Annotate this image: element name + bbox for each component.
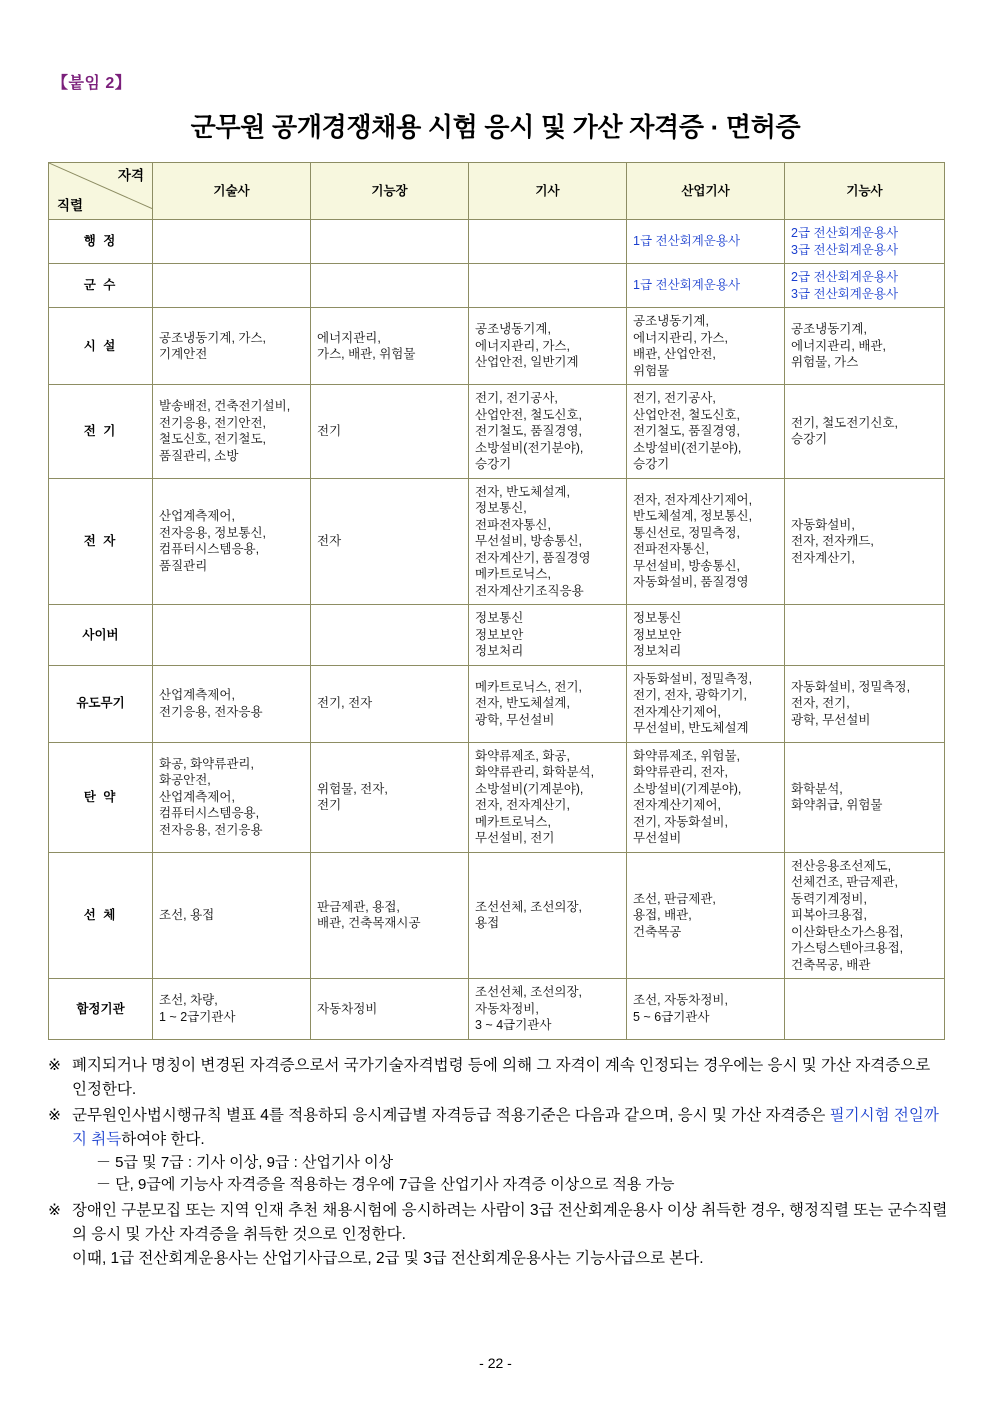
table-cell [785, 605, 945, 666]
table-cell [153, 605, 311, 666]
page-title: 군무원 공개경쟁채용 시험 응시 및 가산 자격증 · 면허증 [190, 112, 801, 142]
table-cell: 조선선체, 조선의장, 용접 [469, 852, 627, 979]
table-cell: 전기, 철도전기신호, 승강기 [785, 385, 945, 479]
table-cell: 자동화설비, 정밀측정, 전기, 전자, 광학기기, 전자계산기제어, 무선설비, 반도체설계 [627, 665, 785, 742]
column-header-3: 산업기사 [627, 163, 785, 220]
table-cell: 화약류제조, 화공, 화약류관리, 화학분석, 소방설비(기계분야), 전자, 전자계산기, 메카트로닉스, 무선설비, 전기 [469, 742, 627, 852]
table-cell: 정보통신 정보보안 정보처리 [469, 605, 627, 666]
table-cell: 조선, 판금제관, 용접, 배관, 건축목공 [627, 852, 785, 979]
row-header: 탄 약 [49, 742, 153, 852]
note-text-extra: 이때, 1급 전산회계운용사는 산업기사급으로, 2급 및 3급 전산회계운용사는 기능사급으로 본다. [72, 1249, 704, 1267]
table-cell: 전기, 전기공사, 산업안전, 철도신호, 전기철도, 품질경영, 소방설비(전기분야), 승강기 [627, 385, 785, 479]
table-cell: 공조냉동기계, 가스, 기계안전 [153, 308, 311, 385]
table-cell: 조선, 차량, 1 ~ 2급기관사 [153, 979, 311, 1040]
table-cell [153, 264, 311, 308]
note-highlight: 필기시험 전일까지 취득 [72, 1106, 939, 1148]
table-row [49, 264, 945, 308]
table-row [49, 385, 945, 479]
table-cell: 메카트로닉스, 전기, 전자, 반도체설계, 광학, 무선설비 [469, 665, 627, 742]
note-text-before: 군무원인사법시행규칙 별표 4를 적용하되 응시계급별 자격등급 적용기준은 다음과 같으며, 응시 및 가산 자격증은 [72, 1106, 830, 1124]
note-text: 폐지되거나 명칭이 변경된 자격증으로서 국가기술자격법령 등에 의해 그 자격이 계속 인정되는 경우에는 응시 및 가산 자격증으로 인정한다. [72, 1056, 931, 1098]
table-cell: 위험물, 전자, 전기 [311, 742, 469, 852]
table-cell: 조선, 자동차정비, 5 ~ 6급기관사 [627, 979, 785, 1040]
table-cell: 전자 [311, 478, 469, 605]
table-cell: 화공, 화약류관리, 화공안전, 산업계측제어, 컴퓨터시스템응용, 전자응용, 전기응용 [153, 742, 311, 852]
table-cell: 전기, 전기공사, 산업안전, 철도신호, 전기철도, 품질경영, 소방설비(전기분야), 승강기 [469, 385, 627, 479]
note-text-after: 하여야 한다. [121, 1130, 205, 1148]
attachment-label: 【붙임 2】 [52, 75, 132, 92]
table-row [49, 852, 945, 979]
table-cell: 에너지관리, 가스, 배관, 위험물 [311, 308, 469, 385]
row-header: 시 설 [49, 308, 153, 385]
column-header-0: 기술사 [153, 163, 311, 220]
table-body [49, 220, 945, 1040]
note-text [72, 1104, 948, 1197]
note-mark: ※ [48, 1201, 61, 1219]
note-item [48, 1104, 948, 1197]
column-header-1: 기능장 [311, 163, 469, 220]
note-sub-item: － 단, 9급에 기능사 자격증을 적용하는 경우에 7급을 산업기사 자격증 이상으로 적용 가능 [96, 1176, 675, 1194]
note-mark: ※ [48, 1106, 61, 1124]
table-cell: 화약류제조, 위험물, 화약류관리, 전자, 소방설비(기계분야), 전자계산기제어, 전기, 자동화설비, 무선설비 [627, 742, 785, 852]
table-cell: 판금제관, 용접, 배관, 건축목재시공 [311, 852, 469, 979]
table-cell: 전기, 전자 [311, 665, 469, 742]
table-cell: 1급 전산회계운용사 [627, 220, 785, 264]
table-cell: 전산응용조선제도, 선체건조, 판금제관, 동력기계정비, 피복아크용접, 이산화탄소가스용접, 가스텅스텐아크용접, 건축목공, 배관 [785, 852, 945, 979]
row-header: 유도무기 [49, 665, 153, 742]
table-cell: 전자, 반도체설계, 정보통신, 전파전자통신, 무선설비, 방송통신, 전자계산기, 품질경영 메카트로닉스, 전자계산기조직응용 [469, 478, 627, 605]
table-cell: 조선, 용접 [153, 852, 311, 979]
row-header: 선 체 [49, 852, 153, 979]
table-cell [785, 979, 945, 1040]
table-cell: 자동화설비, 정밀측정, 전자, 전기, 광학, 무선설비 [785, 665, 945, 742]
table-cell [469, 220, 627, 264]
table-row [49, 308, 945, 385]
table-header [49, 163, 945, 220]
column-header-2: 기사 [469, 163, 627, 220]
row-header: 사이버 [49, 605, 153, 666]
table-cell: 공조냉동기계, 에너지관리, 배관, 위험물, 가스 [785, 308, 945, 385]
table-cell: 화학분석, 화약취급, 위험물 [785, 742, 945, 852]
note-text [72, 1199, 948, 1271]
table-cell: 전기 [311, 385, 469, 479]
row-header: 전 자 [49, 478, 153, 605]
table-cell: 자동차정비 [311, 979, 469, 1040]
table-row [49, 220, 945, 264]
corner-label-qualification: 자격 [117, 168, 144, 183]
note-item [48, 1199, 948, 1271]
note-text-main: 장애인 구분모집 또는 지역 인재 추천 채용시험에 응시하려는 사람이 3급 전산회계운용사 이상 취득한 경우, 행정직렬 또는 군수직렬의 응시 및 가산 자격증을 취득한 것으로 인정한다. [72, 1201, 948, 1243]
table-row [49, 665, 945, 742]
table-cell: 산업계측제어, 전자응용, 정보통신, 컴퓨터시스템응용, 품질관리 [153, 478, 311, 605]
table-cell: 정보통신 정보보안 정보처리 [627, 605, 785, 666]
note-item [48, 1054, 948, 1102]
table-row [49, 742, 945, 852]
table-cell [311, 605, 469, 666]
table-cell: 2급 전산회계운용사 3급 전산회계운용사 [785, 264, 945, 308]
table-cell: 발송배전, 건축전기설비, 전기응용, 전기안전, 철도신호, 전기철도, 품질관리, 소방 [153, 385, 311, 479]
table-cell [311, 220, 469, 264]
table-cell: 자동화설비, 전자, 전자캐드, 전자계산기, [785, 478, 945, 605]
row-header: 전 기 [49, 385, 153, 479]
table-corner-header [49, 163, 153, 220]
table-cell [311, 264, 469, 308]
table-row [49, 605, 945, 666]
qualification-table [48, 162, 945, 1040]
table-cell: 1급 전산회계운용사 [627, 264, 785, 308]
row-header: 함정기관 [49, 979, 153, 1040]
table-cell: 전자, 전자계산기제어, 반도체설계, 정보통신, 통신선로, 정밀측정, 전파전자통신, 무선설비, 방송통신, 자동화설비, 품질경영 [627, 478, 785, 605]
table-row [49, 478, 945, 605]
table-cell: 2급 전산회계운용사 3급 전산회계운용사 [785, 220, 945, 264]
column-header-4: 기능사 [785, 163, 945, 220]
table-cell: 산업계측제어, 전기응용, 전자응용 [153, 665, 311, 742]
table-cell: 공조냉동기계, 에너지관리, 가스, 산업안전, 일반기계 [469, 308, 627, 385]
table-cell: 공조냉동기계, 에너지관리, 가스, 배관, 산업안전, 위험물 [627, 308, 785, 385]
table-cell [153, 220, 311, 264]
corner-label-series: 직렬 [57, 198, 84, 214]
table-row [49, 979, 945, 1040]
table-cell: 조선선체, 조선의장, 자동차정비, 3 ~ 4급기관사 [469, 979, 627, 1040]
row-header: 행 정 [49, 220, 153, 264]
row-header: 군 수 [49, 264, 153, 308]
note-sub-item: － 5급 및 7급 : 기사 이상, 9급 : 산업기사 이상 [96, 1153, 394, 1171]
notes-section [48, 1054, 948, 1271]
page-number: - 22 - [479, 1355, 512, 1371]
table-cell [469, 264, 627, 308]
note-mark: ※ [48, 1056, 61, 1074]
